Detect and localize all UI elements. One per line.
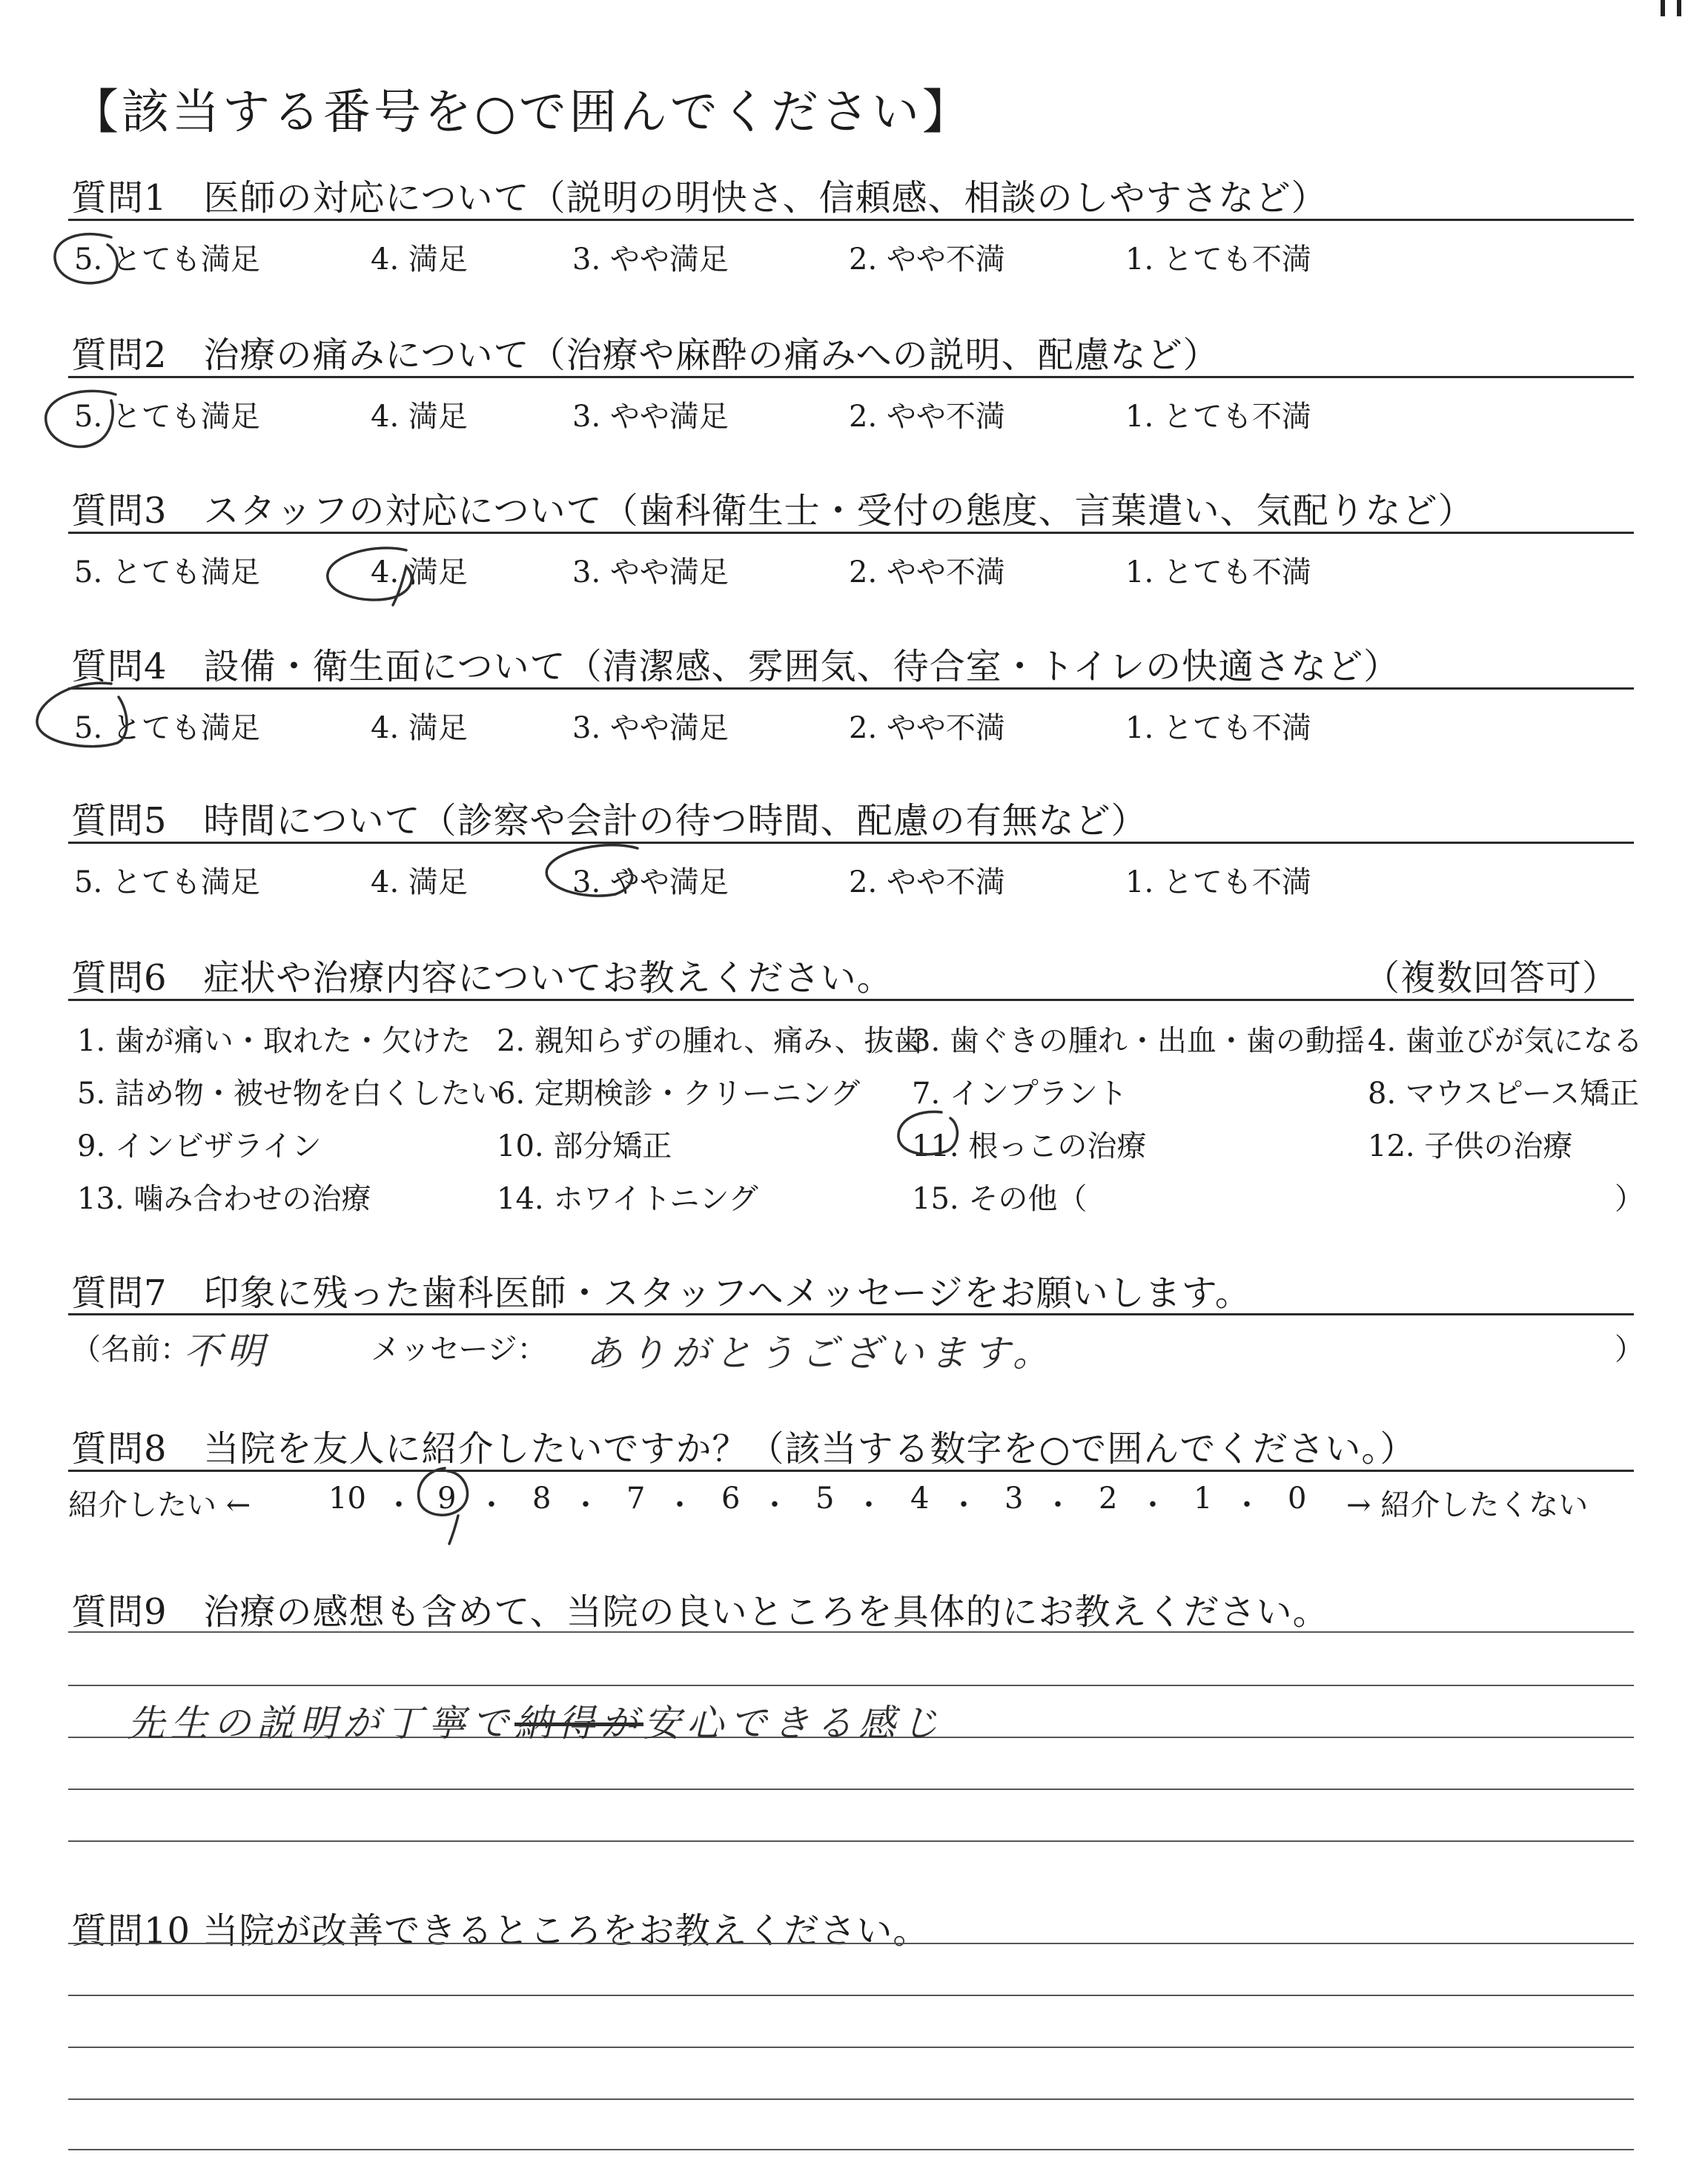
q8-num-7[interactable]: 7	[626, 1482, 646, 1516]
q6-item-5[interactable]: 5. 詰め物・被せ物を白くしたい	[77, 1077, 500, 1111]
q6-item-1[interactable]: 1. 歯が痛い・取れた・欠けた	[77, 1024, 471, 1058]
q8-sep: ・	[1138, 1488, 1168, 1522]
q8-sep: ・	[1232, 1488, 1262, 1522]
q6-item-11-circle-mark	[898, 1112, 957, 1154]
q2-circle-mark	[46, 391, 116, 446]
q3-option-1[interactable]: 1. とても不満	[1125, 555, 1311, 589]
q8-num-5[interactable]: 5	[815, 1482, 835, 1516]
q2-option-3[interactable]: 3. やや満足	[572, 400, 729, 434]
q9-answer-part-b: 安心できる感じ	[643, 1702, 944, 1745]
q9-title: 質問9 治療の感想も含めて、当院の良いところを具体的にお教えください。	[71, 1591, 1329, 1633]
q6-item-2[interactable]: 2. 親知らずの腫れ、痛み、抜歯	[497, 1024, 924, 1058]
q5-title: 質問5 時間について（診察や会計の待つ時間、配慮の有無など）	[71, 800, 1148, 842]
q7-name-handwritten: 不明	[184, 1330, 270, 1373]
q3-option-5[interactable]: 5. とても満足	[74, 555, 260, 589]
q8-num-1[interactable]: 1	[1194, 1482, 1213, 1516]
q6-item-6[interactable]: 6. 定期検診・クリーニング	[497, 1077, 861, 1111]
q8-num-3[interactable]: 3	[1004, 1482, 1024, 1516]
q6-item-10[interactable]: 10. 部分矯正	[497, 1129, 672, 1163]
q7-close: ）	[1615, 1332, 1644, 1367]
q1-title: 質問1 医師の対応について（説明の明快さ、信頼感、相談のしやすさなど）	[71, 177, 1328, 219]
q8-sep: ・	[1043, 1488, 1073, 1522]
q4-option-4[interactable]: 4. 満足	[371, 711, 468, 745]
q3-circle-mark	[328, 548, 412, 605]
q4-circle-mark	[37, 683, 127, 746]
q8-sep: ・	[949, 1488, 979, 1522]
q6-item-3[interactable]: 3. 歯ぐきの腫れ・出血・歯の動揺	[912, 1024, 1365, 1058]
q8-num-9-circle-mark	[418, 1468, 467, 1544]
q6-item-12[interactable]: 12. 子供の治療	[1368, 1129, 1573, 1163]
q1-option-5[interactable]: 5. とても満足	[74, 242, 260, 277]
q4-title: 質問4 設備・衛生面について（清潔感、雰囲気、待合室・トイレの快適さなど）	[71, 646, 1400, 687]
q7-name-label: （名前：	[71, 1332, 190, 1367]
q8-sep: ・	[854, 1488, 884, 1522]
q5-option-5[interactable]: 5. とても満足	[74, 865, 260, 899]
q1-option-2[interactable]: 2. やや不満	[849, 242, 1005, 277]
q8-left-label: 紹介したい ←	[68, 1488, 251, 1522]
q8-num-4[interactable]: 4	[910, 1482, 930, 1516]
q6-item-14[interactable]: 14. ホワイトニング	[497, 1182, 758, 1216]
q6-item-13[interactable]: 13. 噛み合わせの治療	[77, 1182, 371, 1216]
q3-title: 質問3 スタッフの対応について（歯科衛生士・受付の態度、言葉遣い、気配りなど）	[71, 490, 1474, 532]
q2-option-2[interactable]: 2. やや不満	[849, 400, 1005, 434]
q8-num-0[interactable]: 0	[1288, 1482, 1307, 1516]
q4-option-3[interactable]: 3. やや満足	[572, 711, 729, 745]
q7-message-label: メッセージ：	[371, 1332, 547, 1367]
q8-num-2[interactable]: 2	[1099, 1482, 1118, 1516]
q4-option-2[interactable]: 2. やや不満	[849, 711, 1005, 745]
q8-sep: ・	[384, 1488, 414, 1522]
q6-item-4[interactable]: 4. 歯並びが気になる	[1368, 1024, 1643, 1058]
q8-sep: ・	[665, 1488, 695, 1522]
q6-item-7[interactable]: 7. インプラント	[912, 1077, 1128, 1111]
q10-title: 質問10 当院が改善できるところをお教えください。	[71, 1910, 930, 1952]
q5-option-4[interactable]: 4. 満足	[371, 865, 468, 899]
q8-sep: ・	[760, 1488, 790, 1522]
q8-sep: ・	[571, 1488, 600, 1522]
q3-option-4[interactable]: 4. 満足	[371, 555, 468, 589]
q8-num-10[interactable]: 10	[328, 1482, 366, 1516]
q2-option-1[interactable]: 1. とても不満	[1125, 400, 1311, 434]
q3-option-2[interactable]: 2. やや不満	[849, 555, 1005, 589]
q8-title: 質問8 当院を友人に紹介したいですか？（該当する数字を○で囲んでください。）	[71, 1428, 1417, 1470]
q4-option-1[interactable]: 1. とても不満	[1125, 711, 1311, 745]
q8-num-8[interactable]: 8	[532, 1482, 552, 1516]
q5-circle-mark	[546, 845, 638, 896]
q6-title: 質問6 症状や治療内容についてお教えください。	[71, 957, 893, 999]
q5-option-3[interactable]: 3. やや満足	[572, 865, 729, 899]
q5-option-2[interactable]: 2. やや不満	[849, 865, 1005, 899]
q1-option-4[interactable]: 4. 満足	[371, 242, 468, 277]
q5-option-1[interactable]: 1. とても不満	[1125, 865, 1311, 899]
q7-title: 質問7 印象に残った歯科医師・スタッフへメッセージをお願いします。	[71, 1272, 1251, 1314]
q8-num-9[interactable]: 9	[437, 1482, 457, 1516]
q9-answer-struck: 納得が	[514, 1702, 643, 1745]
q8-sep: ・	[477, 1488, 506, 1522]
q6-item-9[interactable]: 9. インビザライン	[77, 1129, 322, 1163]
q6-item-11[interactable]: 11. 根っこの治療	[912, 1129, 1147, 1163]
q1-option-3[interactable]: 3. やや満足	[572, 242, 729, 277]
q4-option-5[interactable]: 5. とても満足	[74, 711, 260, 745]
q8-right-label: → 紹介したくない	[1346, 1488, 1589, 1522]
q3-option-3[interactable]: 3. やや満足	[572, 555, 729, 589]
q9-answer-part-a: 先生の説明が丁寧で	[128, 1702, 514, 1745]
q2-option-4[interactable]: 4. 満足	[371, 400, 468, 434]
q1-option-1[interactable]: 1. とても不満	[1125, 242, 1311, 277]
q2-option-5[interactable]: 5. とても満足	[74, 400, 260, 434]
q6-other-close: ）	[1615, 1182, 1644, 1216]
q6-item-15[interactable]: 15. その他（	[912, 1182, 1088, 1216]
q6-multiple-note: （複数回答可）	[1364, 957, 1619, 999]
q8-num-6[interactable]: 6	[721, 1482, 741, 1516]
q1-circle-mark	[55, 234, 117, 283]
sheet-title: 【該当する番号を○で囲んでください】	[71, 85, 973, 140]
q6-item-8[interactable]: 8. マウスピース矯正	[1368, 1077, 1640, 1111]
q2-title: 質問2 治療の痛みについて（治療や麻酔の痛みへの説明、配慮など）	[71, 334, 1219, 376]
q7-message-handwritten: ありがとうございます。	[586, 1332, 1056, 1375]
